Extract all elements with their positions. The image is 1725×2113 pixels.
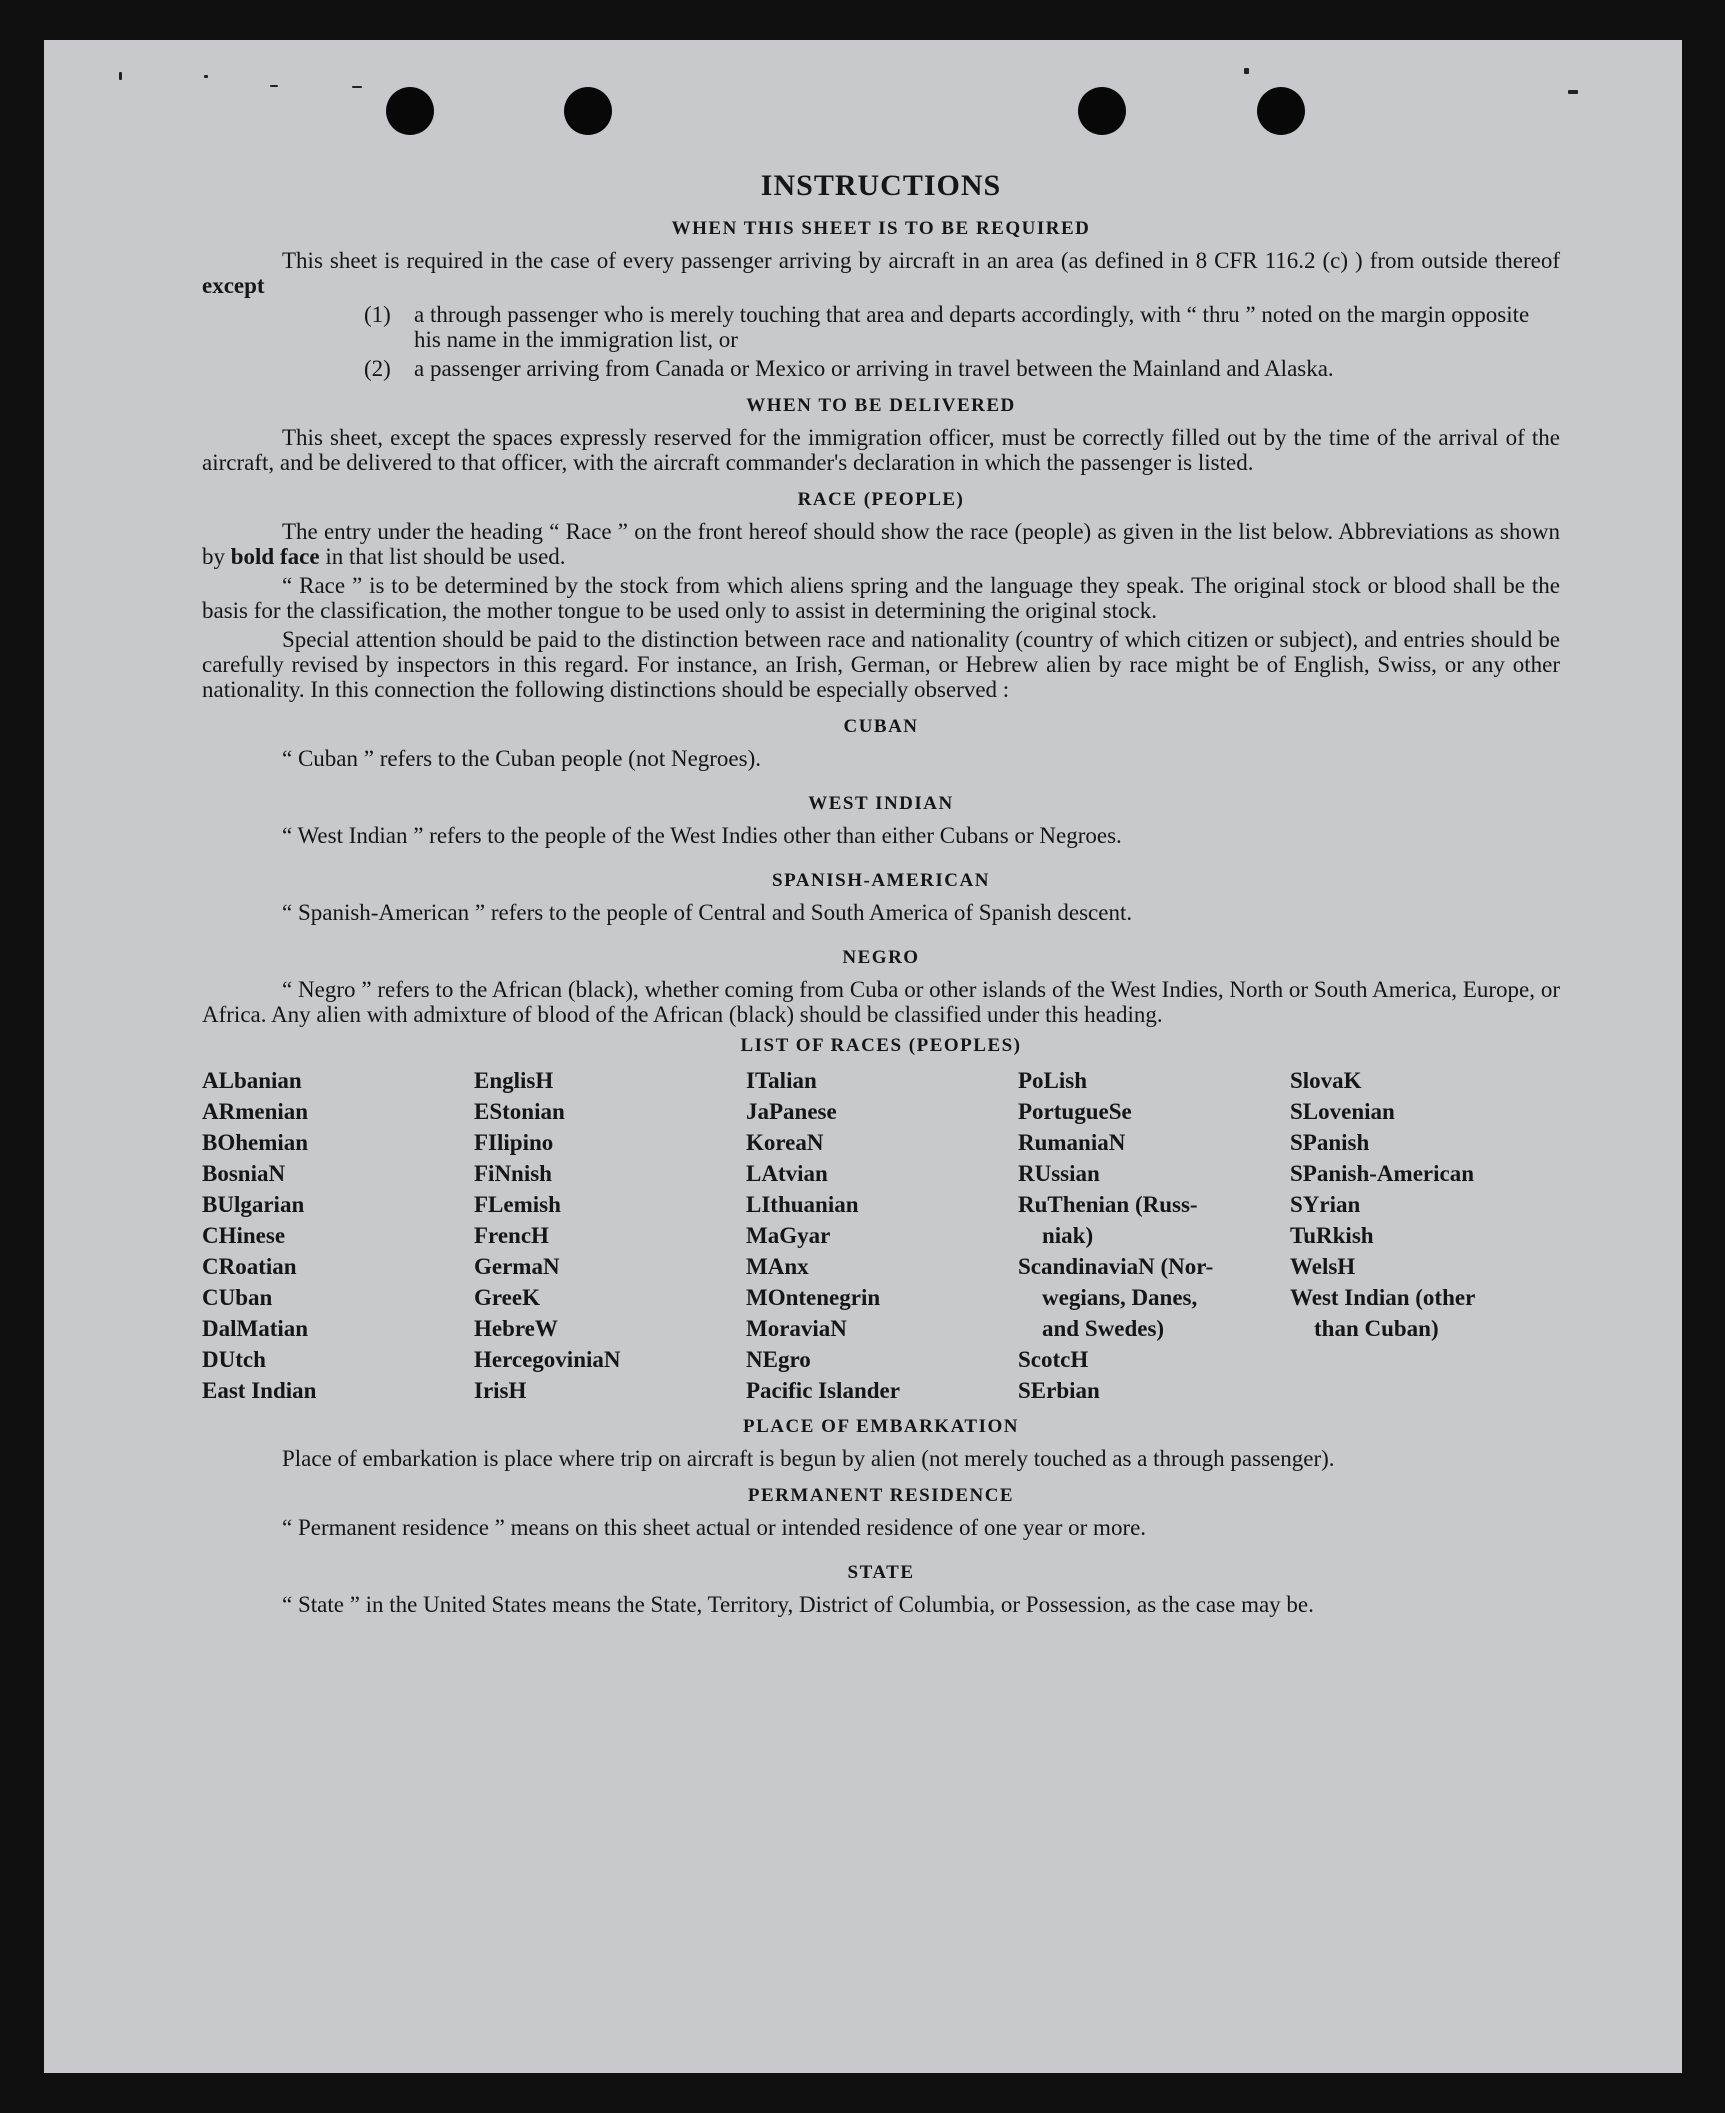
race-entry: FrencH: [474, 1223, 549, 1248]
punch-hole: [386, 87, 434, 135]
race-entry: WelsH: [1290, 1254, 1356, 1279]
race-entry: MaGyar: [746, 1223, 831, 1248]
scan-speck: [119, 72, 122, 80]
race-entry: RumaniaN: [1018, 1130, 1126, 1155]
race-entry: JaPanese: [746, 1099, 837, 1124]
race-entry: KoreaN: [746, 1130, 824, 1155]
required-paragraph: [202, 248, 1560, 298]
race-entry: SLovenian: [1290, 1099, 1395, 1124]
punch-hole: [1078, 87, 1126, 135]
race-entry: DUtch: [202, 1347, 266, 1372]
race-paragraph-1: [202, 519, 1560, 569]
race-entry: LIthuanian: [746, 1192, 859, 1217]
race-entry: PoLish: [1018, 1068, 1088, 1093]
punch-hole: [1257, 87, 1305, 135]
race-entry: TuRkish: [1290, 1223, 1374, 1248]
required-except: except: [202, 273, 265, 298]
race-entry: ARmenian: [202, 1099, 309, 1124]
race-entry: IrisH: [474, 1378, 527, 1403]
residence-paragraph: “ Permanent residence ” means on this sheet actual or intended residence of one year or more.: [282, 1515, 1147, 1540]
section-heading-negro: NEGRO: [842, 947, 920, 968]
section-heading-delivered: WHEN TO BE DELIVERED: [746, 395, 1016, 416]
race-entry: RuThenian (Russ-: [1018, 1192, 1198, 1217]
race-entry: SPanish: [1290, 1130, 1370, 1155]
race-entry: ALbanian: [202, 1068, 302, 1093]
section-heading-state: STATE: [847, 1562, 915, 1583]
races-column: [1018, 1065, 1290, 1406]
race-entry: MoraviaN: [746, 1316, 847, 1341]
scan-speck: [1568, 90, 1578, 94]
section-heading-race: RACE (PEOPLE): [797, 489, 965, 510]
race-entry: ITalian: [746, 1068, 817, 1093]
race-entry: HercegoviniaN: [474, 1347, 621, 1372]
exception-text: a passenger arriving from Canada or Mexico or arriving in travel between the Mainland and Alaska.: [414, 356, 1334, 381]
scan-speck: [352, 86, 362, 88]
section-heading-residence: PERMANENT RESIDENCE: [747, 1485, 1015, 1506]
race-paragraph-2: “ Race ” is to be determined by the stock from which aliens spring and the language they speak. The original stock or blood shall be the basis for the classification, the mother tongue to be used only to assist in determining the original stock.: [202, 573, 1560, 623]
race-entry: SPanish-American: [1290, 1161, 1474, 1186]
race-text: The entry under the heading “ Race ” on the front hereof should show the race (people) as given in the list below. Abbreviations as shown by: [202, 519, 1560, 569]
races-list: [202, 1065, 1560, 1406]
race-entry: LAtvian: [746, 1161, 828, 1186]
race-entry-continued: than Cuban): [1314, 1316, 1439, 1341]
races-column: [746, 1065, 1018, 1406]
race-entry: CUban: [202, 1285, 273, 1310]
race-entry: MOntenegrin: [746, 1285, 881, 1310]
race-entry-continued: niak): [1042, 1223, 1094, 1248]
race-bold-face: bold face: [230, 544, 320, 569]
race-entry: FLemish: [474, 1192, 561, 1217]
race-entry: GermaN: [474, 1254, 560, 1279]
punch-hole: [564, 87, 612, 135]
state-paragraph: “ State ” in the United States means the State, Territory, District of Columbia, or Possession, as the case may be.: [282, 1592, 1314, 1617]
exception-text: a through passenger who is merely touching that area and departs accordingly, with “ thru ” noted on the margin opposite his name in the immigration list, or: [414, 302, 1530, 352]
race-entry: CHinese: [202, 1223, 286, 1248]
race-entry: EStonian: [474, 1099, 565, 1124]
race-entry: BUlgarian: [202, 1192, 305, 1217]
race-entry: FiNnish: [474, 1161, 552, 1186]
west-indian-paragraph: “ West Indian ” refers to the people of the West Indies other than either Cubans or Negroes.: [282, 823, 1122, 848]
race-entry: PortugueSe: [1018, 1099, 1132, 1124]
race-entry: MAnx: [746, 1254, 809, 1279]
race-entry: SErbian: [1018, 1378, 1100, 1403]
race-entry: West Indian (other: [1290, 1285, 1476, 1310]
spanish-american-paragraph: “ Spanish-American ” refers to the people of Central and South America of Spanish descent.: [282, 900, 1133, 925]
required-text: This sheet is required in the case of every passenger arriving by aircraft in an area (as defined in 8 CFR 116.2 (c) ) from outside thereof: [282, 248, 1560, 273]
race-entry-continued: wegians, Danes,: [1042, 1285, 1198, 1310]
race-entry: SYrian: [1290, 1192, 1361, 1217]
race-paragraph-3: Special attention should be paid to the distinction between race and nationality (country of which citizen or subject), and entries should be carefully revised by inspectors in this regard. For instance, an Irish, German, or Hebrew alien by race might be of English, Swiss, or any other nationality. In this connection the following distinctions should be especially observed :: [202, 627, 1560, 702]
embarkation-paragraph: Place of embarkation is place where trip on aircraft is begun by alien (not merely touched as a through passenger).: [282, 1446, 1335, 1471]
race-entry: SlovaK: [1290, 1068, 1362, 1093]
race-entry-continued: and Swedes): [1042, 1316, 1165, 1341]
race-entry: ScotcH: [1018, 1347, 1089, 1372]
races-column: [1290, 1065, 1560, 1406]
scan-speck: [270, 85, 278, 87]
exception-number: (2): [364, 356, 391, 381]
race-entry: BOhemian: [202, 1130, 309, 1155]
race-entry: Pacific Islander: [746, 1378, 900, 1403]
exception-item: [202, 302, 1560, 352]
page-title: INSTRUCTIONS: [760, 169, 1002, 202]
section-heading-spanish-american: SPANISH-AMERICAN: [772, 870, 990, 891]
race-entry: BosniaN: [202, 1161, 286, 1186]
instructions-body: [202, 168, 1560, 1617]
race-entry: CRoatian: [202, 1254, 297, 1279]
race-entry: NEgro: [746, 1347, 811, 1372]
section-heading-required: WHEN THIS SHEET IS TO BE REQUIRED: [671, 218, 1091, 239]
scan-speck: [204, 75, 208, 78]
race-entry: EnglisH: [474, 1068, 554, 1093]
exception-item: [202, 356, 1560, 381]
section-heading-west-indian: WEST INDIAN: [808, 793, 954, 814]
race-entry: DalMatian: [202, 1316, 309, 1341]
section-heading-races-list: LIST OF RACES (PEOPLES): [740, 1035, 1022, 1056]
race-entry: HebreW: [474, 1316, 558, 1341]
scan-speck: [1244, 68, 1249, 74]
section-heading-embarkation: PLACE OF EMBARKATION: [743, 1416, 1019, 1437]
delivered-paragraph: This sheet, except the spaces expressly reserved for the immigration officer, must be correctly filled out by the time of the arrival of the aircraft, and be delivered to that officer, with the aircraft commander's declaration in which the passenger is listed.: [202, 425, 1560, 475]
race-entry: GreeK: [474, 1285, 540, 1310]
document-page: [44, 40, 1682, 2073]
section-heading-cuban: CUBAN: [843, 716, 919, 737]
races-column: [474, 1065, 746, 1406]
races-column: [202, 1065, 474, 1406]
race-entry: East Indian: [202, 1378, 317, 1403]
exception-number: (1): [364, 302, 391, 327]
race-entry: ScandinaviaN (Nor-: [1018, 1254, 1214, 1279]
negro-paragraph: “ Negro ” refers to the African (black), whether coming from Cuba or other islands of the West Indies, North or South America, Europe, or Africa. Any alien with admixture of blood of the African (black) should be classified under this heading.: [202, 977, 1560, 1027]
race-text: in that list should be used.: [325, 544, 566, 569]
race-entry: RUssian: [1018, 1161, 1100, 1186]
cuban-paragraph: “ Cuban ” refers to the Cuban people (not Negroes).: [282, 746, 762, 771]
race-entry: FIlipino: [474, 1130, 554, 1155]
